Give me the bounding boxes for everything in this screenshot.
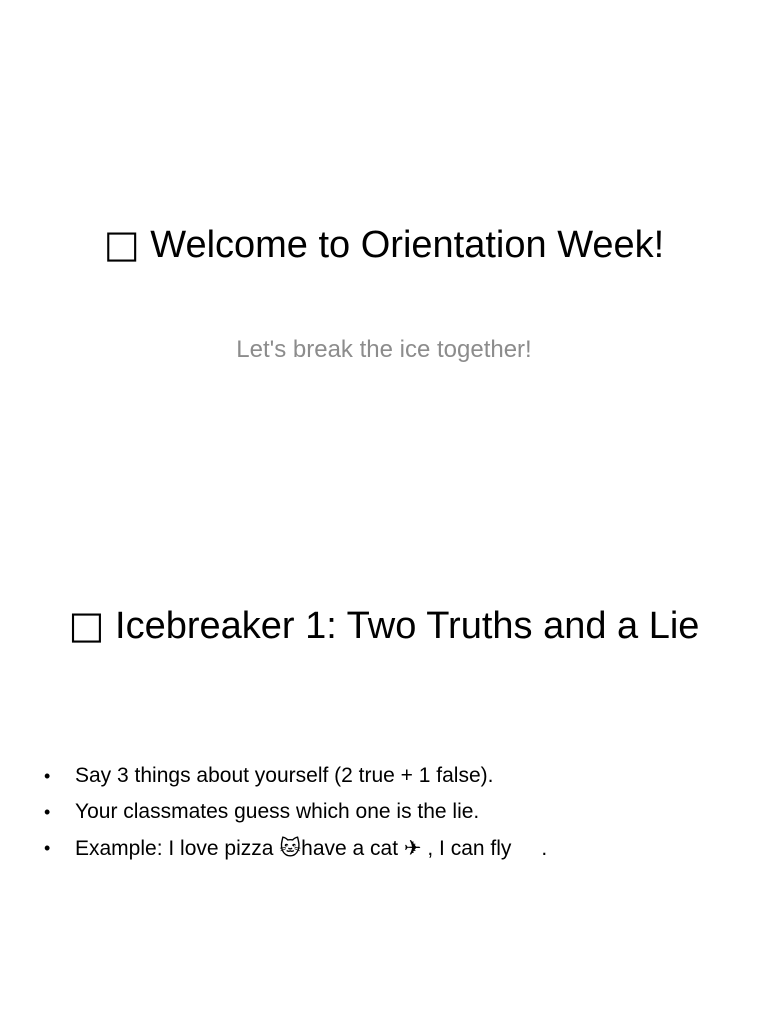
- slide-subtitle: Let's break the ice together!: [236, 336, 532, 363]
- list-item: [40, 794, 730, 830]
- slide-title: [20, 220, 748, 269]
- missing-glyph-icon: □: [103, 222, 140, 266]
- list-item: [40, 830, 730, 867]
- cat-face-icon: 🐱: [279, 836, 302, 860]
- list-item: [40, 758, 730, 794]
- bullet-list: [40, 758, 730, 867]
- bullet-icon: •: [44, 766, 51, 786]
- bullet-icon: •: [44, 802, 51, 822]
- bullet-text: Your classmates guess which one is the lie.: [75, 800, 480, 823]
- slide-icebreaker: [0, 512, 768, 1024]
- bullet-text-suffix: , I can fly: [421, 837, 512, 860]
- slide-title-text: Icebreaker 1: Two Truths and a Lie: [115, 605, 700, 647]
- bullet-text-prefix: Example: I love pizza: [75, 837, 280, 860]
- missing-glyph-icon: □: [68, 603, 105, 647]
- slide-title-text: Welcome to Orientation Week!: [150, 224, 665, 266]
- airplane-icon: ✈: [403, 836, 422, 860]
- bullet-text-middle: have a cat: [301, 837, 404, 860]
- bullet-text-end: .: [541, 837, 548, 860]
- bullet-icon: •: [44, 838, 51, 858]
- slide-title: [40, 598, 728, 654]
- bullet-text: Say 3 things about yourself (2 true + 1 false).: [75, 764, 494, 787]
